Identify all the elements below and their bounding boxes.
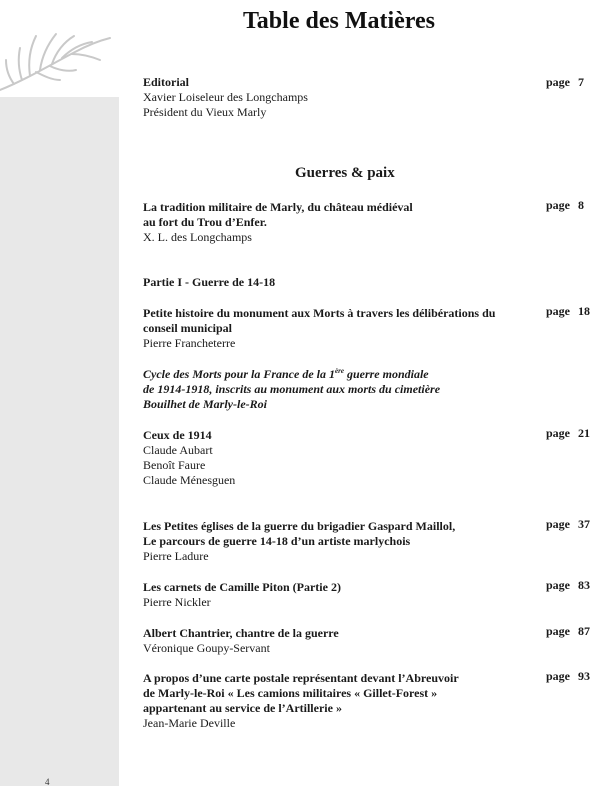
entry-title: Editorial [143,75,190,89]
page-number: 87 [578,624,590,638]
entry-title-line: Albert Chantrier, chantre de la guerre [143,626,339,640]
page-number: 8 [578,198,584,212]
page-title: Table des Matières [243,8,435,34]
toc-entry[interactable] [143,671,533,731]
entry-author: Pierre Nickler [143,595,211,609]
entry-title-line: de Marly-le-Roi « Les camions militaires « Gillet-Forest » [143,686,438,700]
page-reference [546,517,590,532]
entry-author: Claude Ménesguen [143,473,236,487]
feather-ornament-icon [0,10,115,98]
page-reference [546,304,590,319]
footer-page-number: 4 [45,777,50,787]
page-reference [546,669,590,684]
page-label: page [546,624,570,638]
page-number: 93 [578,669,590,683]
entry-title-line: La tradition militaire de Marly, du château médiéval [143,200,413,214]
page-reference [546,578,590,593]
entry-title-line: A propos d’une carte postale représentant devant l’Abreuvoir [143,671,459,685]
entry-title-line: conseil municipal [143,321,233,335]
entry-author: Pierre Francheterre [143,336,236,350]
entry-title-part: Cycle des Morts pour la France de la 1 [143,367,335,381]
entry-title-line: Les Petites églises de la guerre du brigadier Gaspard Maillol, [143,519,456,533]
entry-title-line: Le parcours de guerre 14-18 d’un artiste marlychois [143,534,411,548]
entry-author: Jean-Marie Deville [143,716,236,730]
section-heading: Guerres & paix [295,165,395,181]
entry-title-line: au fort du Trou d’Enfer. [143,215,267,229]
entry-title-line [143,367,533,382]
page-label: page [546,426,570,440]
page-label: page [546,75,570,89]
toc-entry[interactable] [143,428,533,488]
entry-title-line: Petite histoire du monument aux Morts à travers les délibérations du [143,306,496,320]
toc-entry[interactable] [143,580,533,610]
page-label: page [546,304,570,318]
part-heading: Partie I - Guerre de 14-18 [143,275,276,289]
superscript: ère [335,367,344,375]
entry-title-line: de 1914-1918, inscrits au monument aux morts du cimetière [143,382,441,396]
page-reference [546,624,590,639]
entry-author: Claude Aubart [143,443,213,457]
entry-title-line: appartenant au service de l’Artillerie » [143,701,342,715]
page-number: 21 [578,426,590,440]
entry-author: Xavier Loiseleur des Longchamps [143,90,308,104]
page-reference [546,75,584,90]
toc-entry-cycle-des-morts[interactable] [143,367,533,412]
page-label: page [546,198,570,212]
toc-entry[interactable] [143,626,533,656]
page-reference [546,426,590,441]
entry-author: Véronique Goupy-Servant [143,641,270,655]
page-label: page [546,669,570,683]
toc-entry-editorial[interactable] [143,75,533,120]
toc-entry[interactable] [143,306,533,351]
entry-author: Président du Vieux Marly [143,105,267,119]
entry-author: Benoît Faure [143,458,206,472]
page-number: 83 [578,578,590,592]
entry-title-line: Ceux de 1914 [143,428,212,442]
page-number: 7 [578,75,584,89]
page-reference [546,198,584,213]
entry-title-line: Bouilhet de Marly-le-Roi [143,397,267,411]
left-margin-band [0,97,119,786]
page-number: 18 [578,304,590,318]
entry-title-line: Les carnets de Camille Piton (Partie 2) [143,580,341,594]
page-label: page [546,578,570,592]
entry-title-part: guerre mondiale [343,367,429,381]
toc-entry[interactable] [143,200,533,245]
page-label: page [546,517,570,531]
toc-entry[interactable] [143,519,533,564]
entry-author: Pierre Ladure [143,549,209,563]
page-number: 37 [578,517,590,531]
entry-author: X. L. des Longchamps [143,230,252,244]
